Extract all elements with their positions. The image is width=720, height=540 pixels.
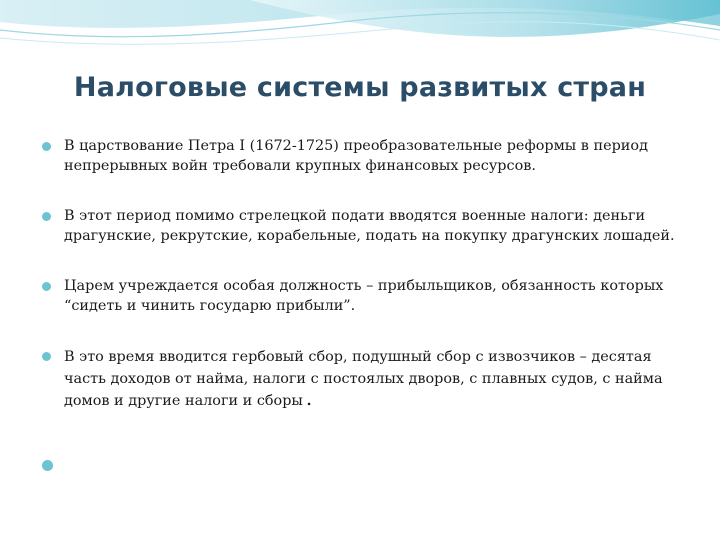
list-item-text: В царствование Петра I (1672-1725) преобразовательные реформы в период непрерывных войн требовали крупных финансовых ресурсов. (64, 138, 648, 174)
bullet-icon (42, 282, 51, 291)
bullet-icon (42, 212, 51, 221)
list-item (30, 136, 680, 176)
list-item-text: В этот период помимо стрелецкой подати вводятся военные налоги: деньги драгунские, рекрутские, корабельные, подать на покупку драгунских лошадей. (64, 208, 675, 244)
list-item (30, 276, 680, 316)
empty-bullet-icon (42, 460, 53, 471)
bullet-icon (42, 142, 51, 151)
list-item-text: В это время вводится гербовый сбор, подушный сбор с извозчиков – десятая часть доходов от найма, налоги с постоялых дворов, с плавных судов, с найма домов и другие налоги и сборы (64, 349, 663, 409)
list-item-text: Царем учреждается особая должность – прибыльщиков, обязанность которых “сидеть и чинить государю прибыли”. (64, 278, 664, 314)
list-item (30, 346, 680, 412)
list-item-end-mark: . (305, 386, 313, 410)
bullet-list (30, 136, 680, 442)
bullet-icon (42, 352, 51, 361)
header-wave-decoration (0, 0, 720, 70)
list-item (30, 206, 680, 246)
slide-title: Налоговые системы развитых стран (73, 72, 647, 103)
